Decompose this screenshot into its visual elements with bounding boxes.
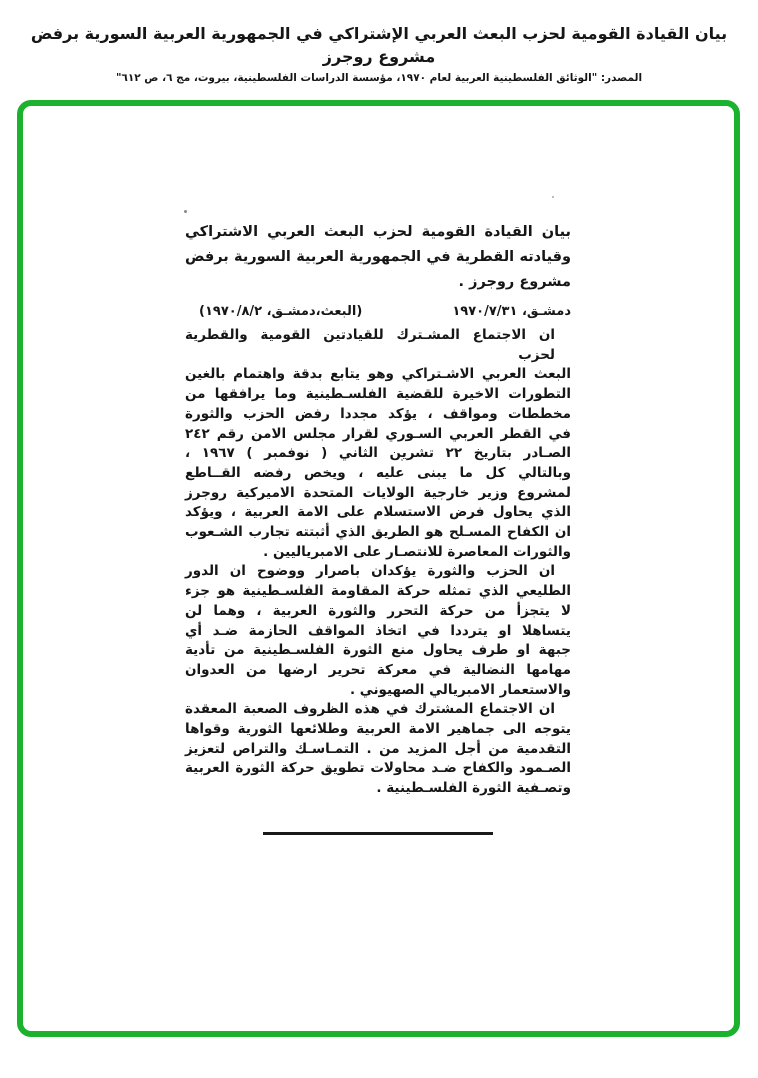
signature-divider [263,832,493,835]
text-line: التطورات الاخيرة للقضية الفلسـطينية وما يرافقها من [185,386,571,403]
document-title [185,220,571,295]
paragraph [185,700,571,799]
scan-speck [184,210,187,213]
text-line: بيان القيادة القومية لحزب البعث العربي الاشتراكي [185,224,571,240]
text-line: الطليعي الذي تمثله حركة المقاومة الفلسـطينية هو جزء [185,583,571,600]
text-line: لا يتجزأ من حركة التحرر والثورة العربية ، وهما لن [185,602,571,619]
text-line: يتوجه الى جماهير الامة العربية وطلائعها الثورية وقواها [185,721,571,738]
document-page [185,220,571,835]
text-line: الذي يحاول فرض الاستسلام على الامة العربية ، ويؤكد [185,504,571,521]
text-line: التقدمية من أجل المزيد من . التمـاسـك والتراص لتعزيز [185,740,571,757]
text-line: مهامها النضالية في معركة تحرير ارضها من العدوان [185,661,571,678]
text-line: والاستعمار الامبريالي الصهيوني . [349,681,571,698]
text-line: في القطر العربي السـوري لقرار مجلس الامن رقم ٢٤٢ [185,425,571,442]
paragraph [185,562,571,700]
text-line: البعث العربي الاشـتراكي وهو يتابع بدقة واهتمام بالغين [185,366,571,383]
document-body [185,326,571,799]
text-line: مخططات ومواقف ، يؤكد مجددا رفض الحزب والثورة [185,405,571,422]
dateline-publication: (البعث،دمشـق، ١٩٧٠/٨/٢) [199,304,363,319]
text-line: الصـمود والكفاح ضـد محاولات تطويق حركة الثورة العربية [185,760,571,777]
paragraph [185,326,571,562]
text-line: لمشروع وزير خارجية الولايات المتحدة الاميركية روجرز [185,484,571,501]
scan-speck [552,196,554,198]
text-line: وقيادته القطرية في الجمهورية العربية السورية برفض [185,249,571,265]
text-line: والثورات المعاصرة للانتصـار على الامبرياليين . [263,543,571,560]
header-source: المصدر: "الوثائق الفلسطينية العربية لعام ١٩٧٠، مؤسسة الدراسات الفلسطينية، بيروت، مج ٦، ص ٦١٢" [115,72,643,85]
text-line: وتصـفية الثورة الفلسـطينية . [376,780,571,797]
text-line: يتساهلا او يترددا في اتخاذ المواقف الحازمة ضـد أي [185,622,571,639]
text-line: جبهة او طرف يحاول منع الثورة الفلسـطينية من تأدية [185,642,571,659]
text-line: ان الكفاح المسـلح هو الطريق الذي أثبتته تجارب الشـعوب [185,524,571,541]
text-line: ان الاجتماع المشترك في هذه الظروف الصعبة المعقدة [185,701,555,718]
dateline [185,302,571,322]
text-line: مشروع روجرز . [458,274,571,290]
page-header [0,22,758,84]
dateline-place-date: دمشـق، ١٩٧٠/٧/٣١ [452,304,571,319]
text-line: ان الحزب والثورة يؤكدان باصرار ووضوح ان الدور [185,563,555,580]
text-line: الصـادر بتاريخ ٢٢ تشرين الثاني ( نوفمبر ) ١٩٦٧ ، [185,445,571,462]
header-title: بيان القيادة القومية لحزب البعث العربي الإشتراكي في الجمهورية العربية السورية برفض مشروع روجرز [30,24,728,67]
text-line: وبالتالي كل ما يبنى عليه ، ويخص رفضه القــاطع [185,464,571,481]
text-line: ان الاجتماع المشـترك للقيادتين القومية والقطرية لحزب [185,327,555,363]
